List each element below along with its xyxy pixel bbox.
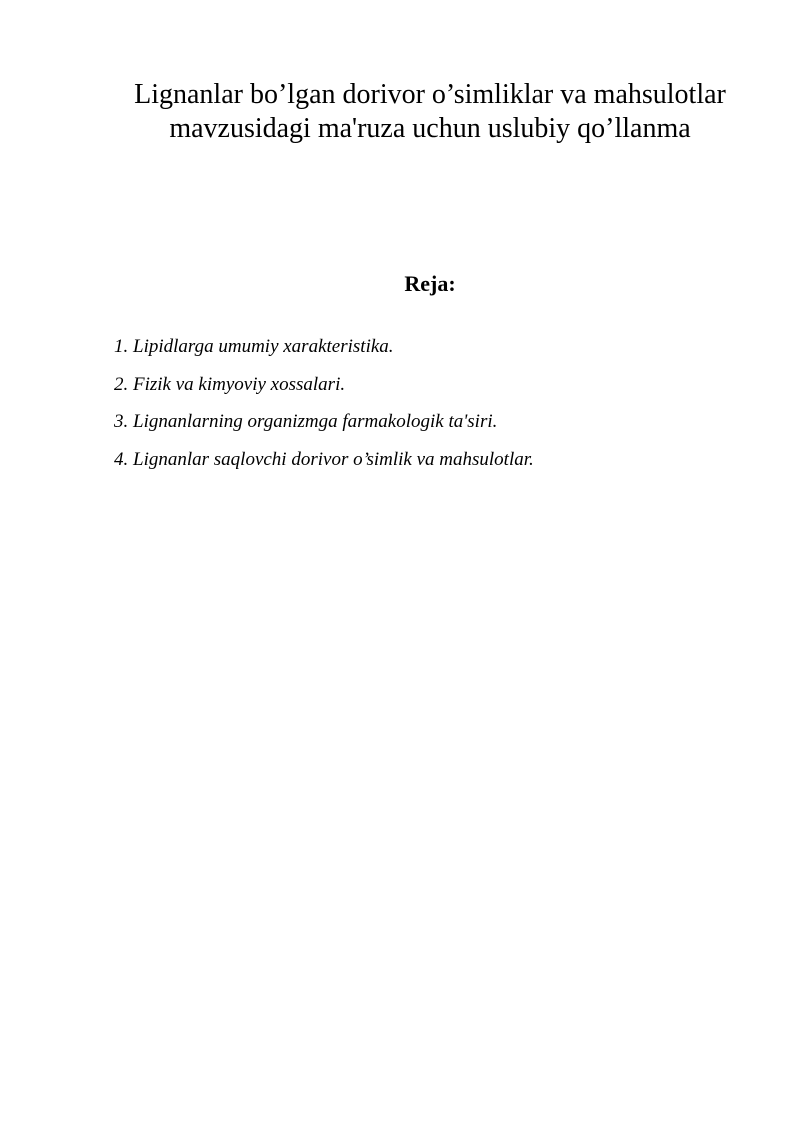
plan-item: 4. Lignanlar saqlovchi dorivor o’simlik va mahsulotlar. (114, 448, 534, 470)
plan-heading: Reja: (404, 271, 456, 296)
document-title (60, 78, 800, 146)
plan-item: 2. Fizik va kimyoviy xossalari. (114, 373, 346, 395)
plan-list (114, 335, 534, 485)
plan-item: 3. Lignanlarning organizmga farmakologik ta'siri. (114, 411, 498, 432)
title-line-2: mavzusidagi ma'ruza uchun uslubiy qo’llanma (169, 113, 691, 144)
title-line-1: Lignanlar bo’lgan dorivor o’simliklar va mahsulotlar (134, 79, 726, 110)
plan-item: 1. Lipidlarga umumiy xarakteristika. (114, 336, 394, 357)
